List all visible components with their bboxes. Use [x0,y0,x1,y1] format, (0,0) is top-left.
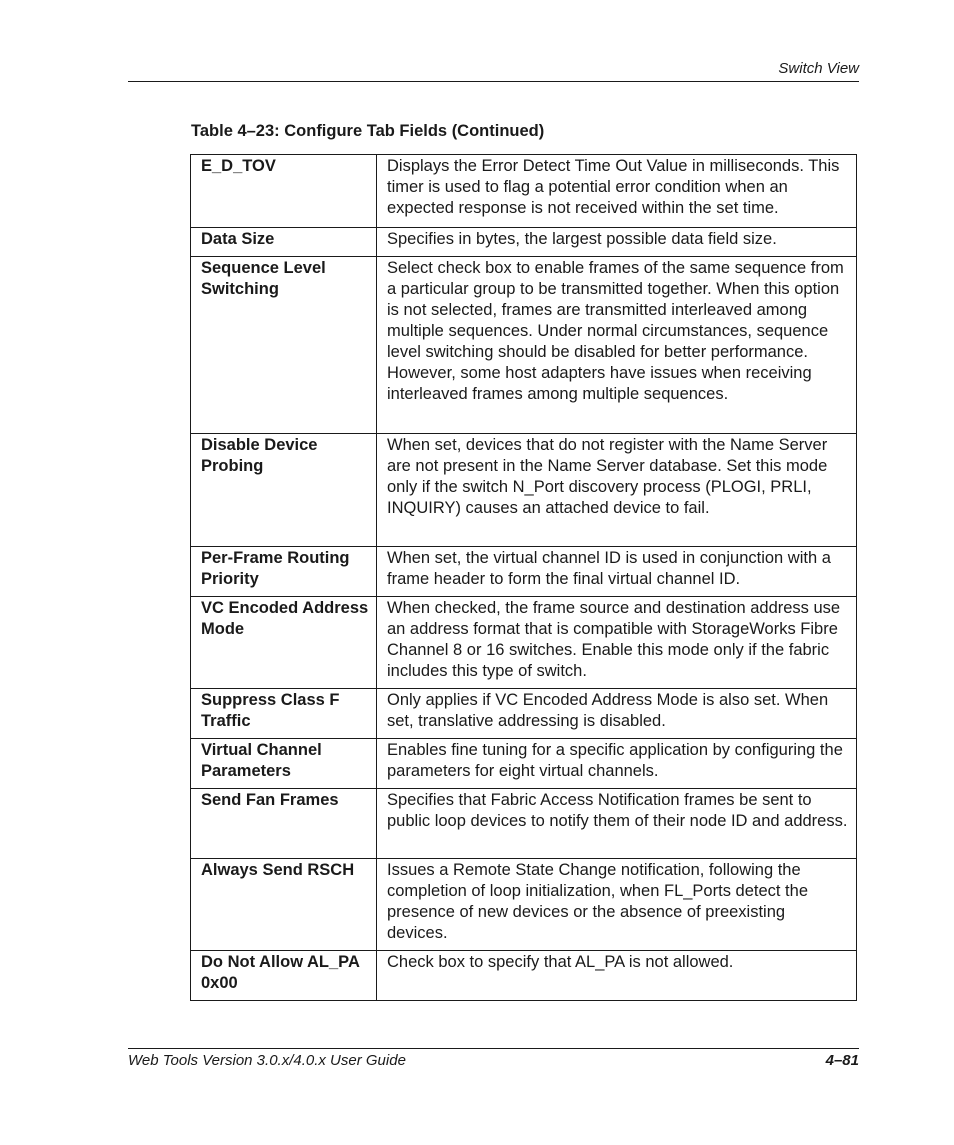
field-name: Always Send RSCH [191,859,377,951]
header-divider [128,81,859,82]
field-description: Enables fine tuning for a specific application by configuring the parameters for eight virtual channels. [377,739,857,789]
field-description: When checked, the frame source and destination address use an address format that is compatible with StorageWorks Fibre Channel 8 or 16 switches. Enable this mode only if the fabric includes this type of switch. [377,597,857,689]
field-name: VC Encoded Address Mode [191,597,377,689]
field-description: Only applies if VC Encoded Address Mode is also set. When set, translative addressing is disabled. [377,689,857,739]
table-row [191,257,857,434]
table-row [191,859,857,951]
table-row [191,789,857,859]
table-row [191,155,857,228]
page-number: 4–81 [825,1052,859,1069]
table-row [191,228,857,257]
field-description: Issues a Remote State Change notification, following the completion of loop initialization, when FL_Ports detect the presence of new devices or the absence of preexisting devices. [377,859,857,951]
table-row [191,597,857,689]
footer-divider [128,1048,859,1049]
field-name: Per-Frame Routing Priority [191,547,377,597]
field-description: Specifies that Fabric Access Notification frames be sent to public loop devices to notify them of their node ID and address. [377,789,857,859]
table-caption: Table 4–23: Configure Tab Fields (Continued) [191,122,545,140]
field-name: Data Size [191,228,377,257]
field-name: Send Fan Frames [191,789,377,859]
field-name: Do Not Allow AL_PA 0x00 [191,951,377,1001]
field-name: Disable Device Probing [191,434,377,547]
field-description: When set, devices that do not register with the Name Server are not present in the Name Server database. Set this mode only if the switch N_Port discovery process (PLOGI, PRLI, INQUIRY) causes an attached device to fail. [377,434,857,547]
field-description: Displays the Error Detect Time Out Value in milliseconds. This timer is used to flag a potential error condition when an expected response is not received within the set time. [377,155,857,228]
field-name: E_D_TOV [191,155,377,228]
table-row [191,547,857,597]
running-header: Switch View [778,60,859,77]
field-description: Check box to specify that AL_PA is not allowed. [377,951,857,1001]
field-description: When set, the virtual channel ID is used in conjunction with a frame header to form the final virtual channel ID. [377,547,857,597]
table-row [191,951,857,1001]
field-description: Select check box to enable frames of the same sequence from a particular group to be transmitted together. When this option is not selected, frames are transmitted interleaved among multiple sequences. Under normal circumstances, sequence level switching should be disabled for better performance. However, some host adapters have issues when receiving interleaved frames among multiple sequences. [377,257,857,434]
field-name: Suppress Class F Traffic [191,689,377,739]
configure-tab-fields-table [190,154,857,1001]
table-row [191,434,857,547]
field-description: Specifies in bytes, the largest possible data field size. [377,228,857,257]
footer-guide-title: Web Tools Version 3.0.x/4.0.x User Guide [128,1052,406,1069]
table-row [191,689,857,739]
field-name: Virtual Channel Parameters [191,739,377,789]
field-name: Sequence Level Switching [191,257,377,434]
table-row [191,739,857,789]
